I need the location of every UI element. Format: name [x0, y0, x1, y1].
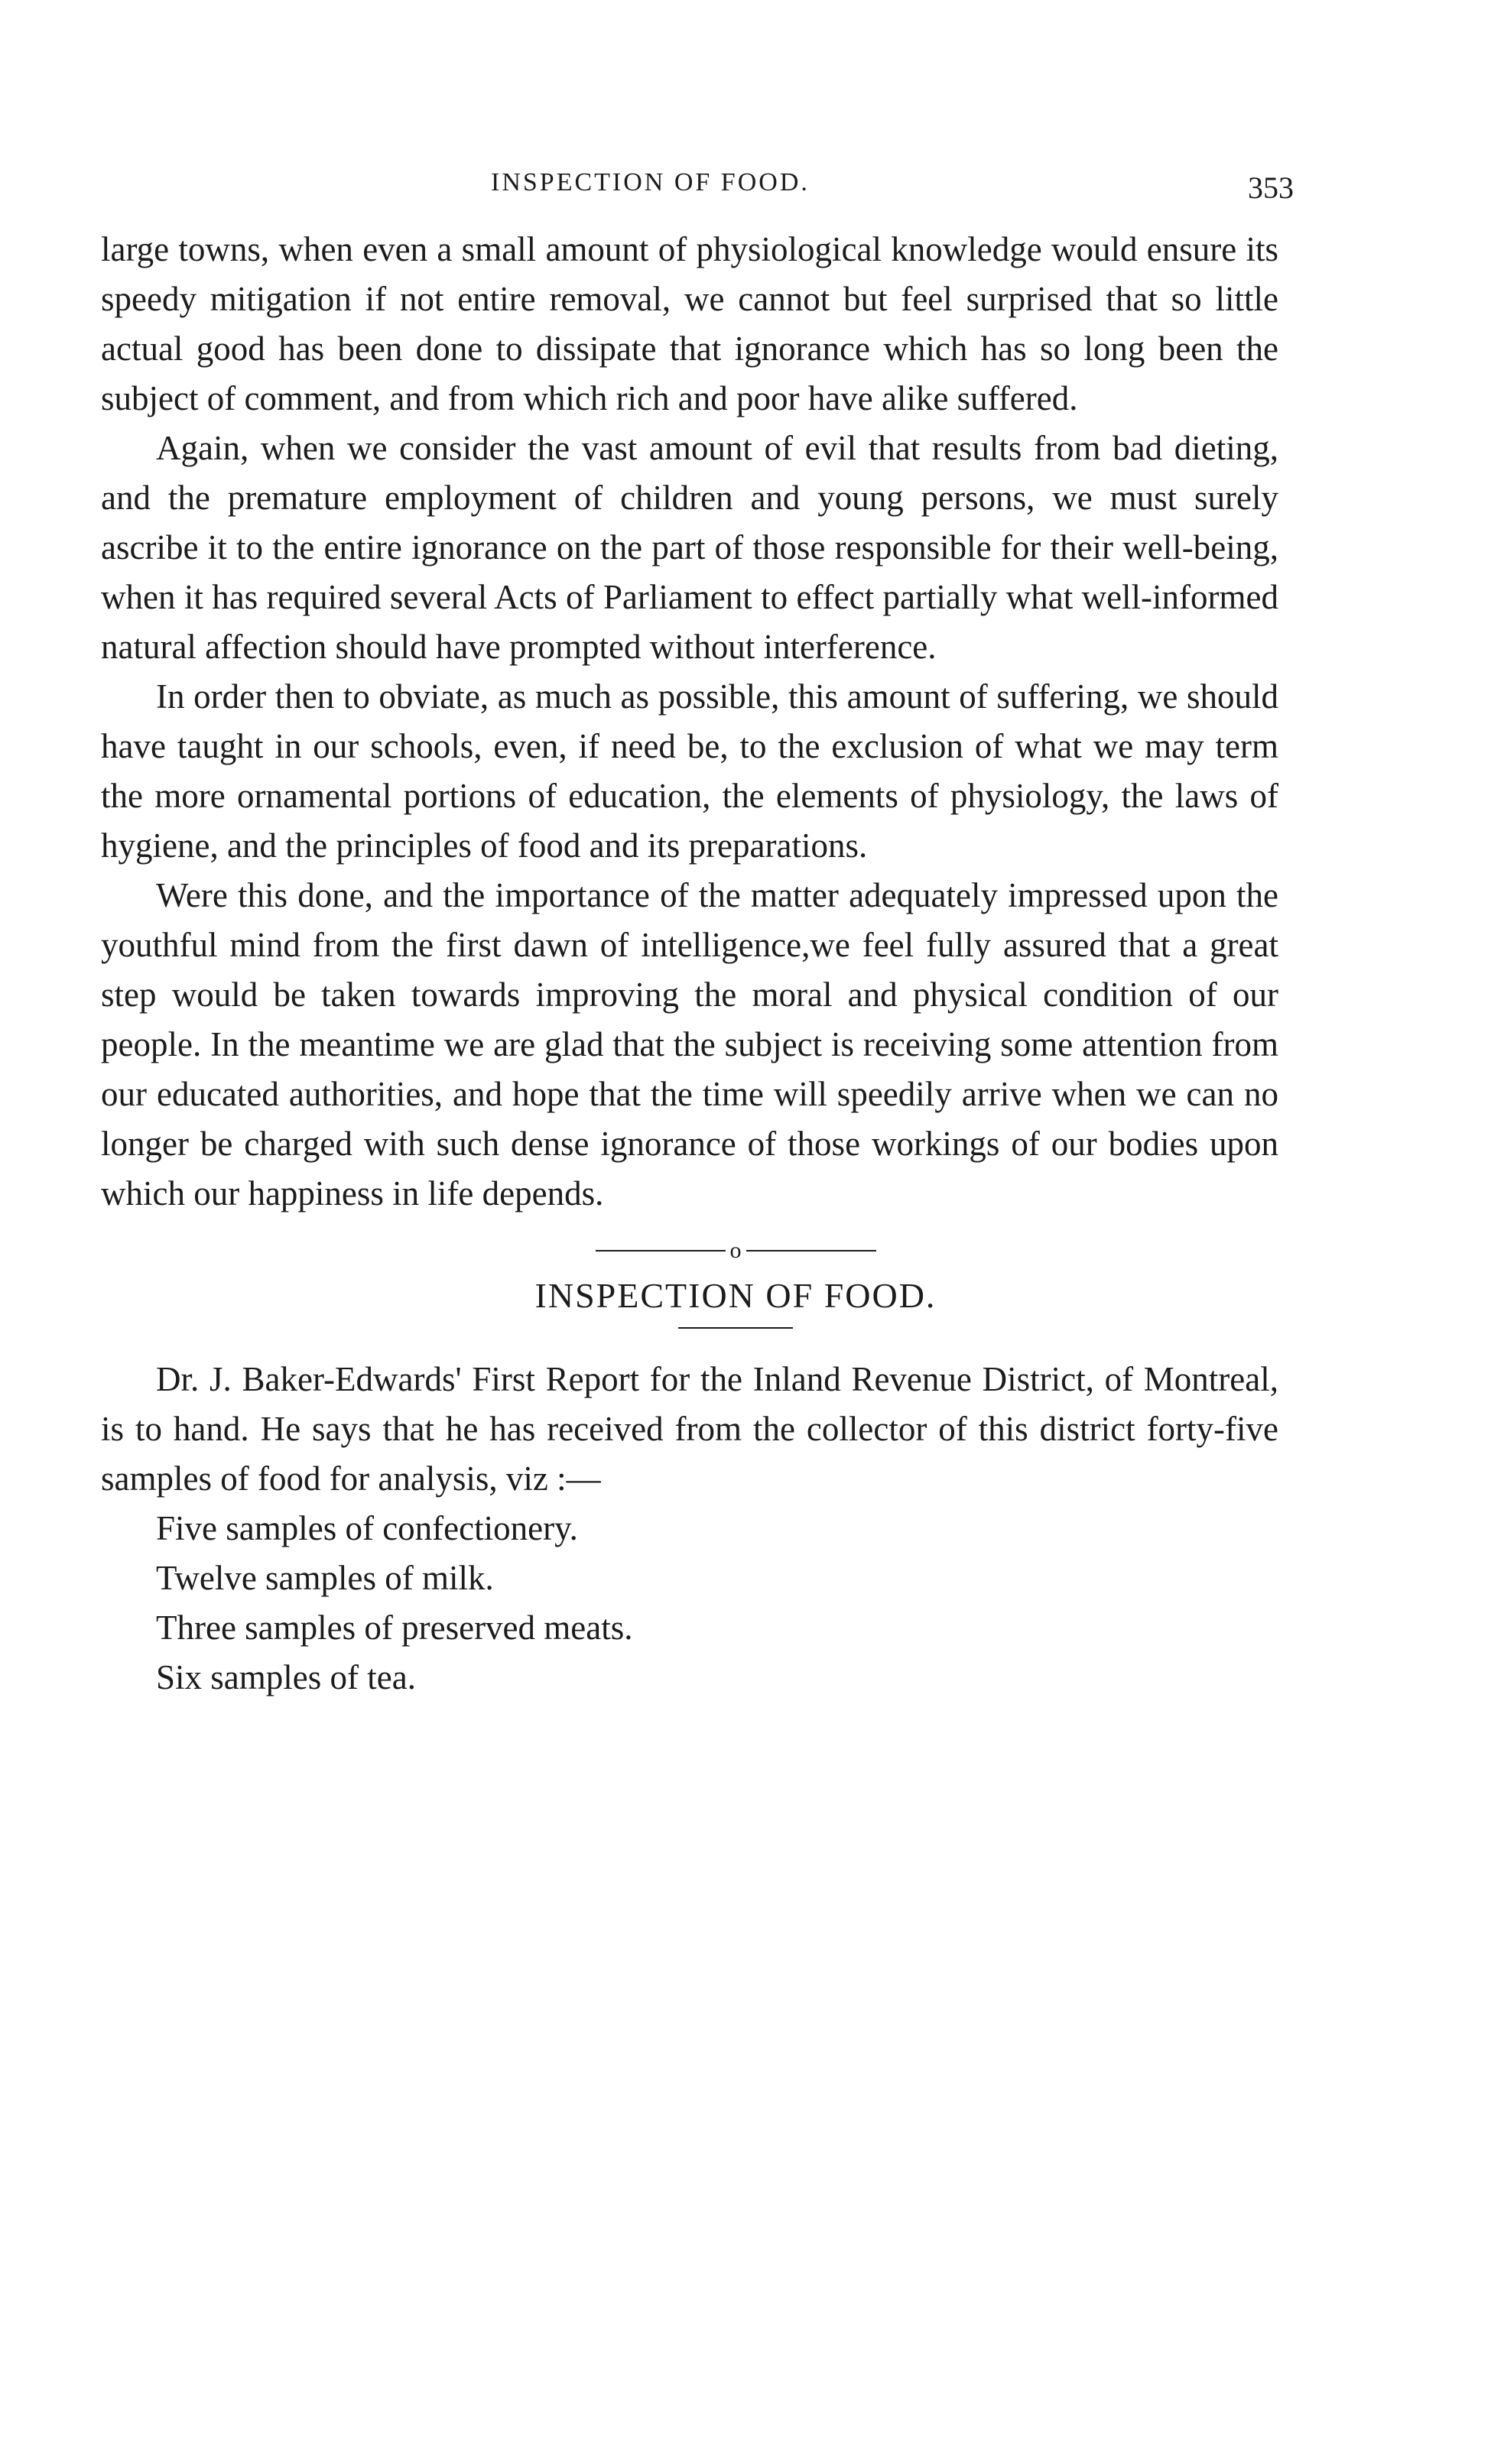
- divider-mark: o: [729, 1238, 742, 1263]
- list-item: Twelve samples of milk.: [156, 1559, 494, 1597]
- divider-rule-left: [596, 1250, 726, 1251]
- page-number: 353: [1248, 170, 1294, 205]
- paragraph: In order then to obviate, as much as possible, this amount of suffering, we should have taught in our schools, even, if need be, to the exclusion of what we may term the more ornamental portions of education, the elements of physiology, the laws of hygiene, and the principles of food and its preparations.: [101, 677, 1278, 865]
- running-title: INSPECTION OF FOOD.: [491, 168, 810, 196]
- section-body: [101, 1355, 1278, 1504]
- heading-underline: [678, 1327, 793, 1329]
- list-item: Six samples of tea.: [156, 1658, 416, 1696]
- paragraph: Again, when we consider the vast amount of evil that results from bad dieting, and the premature employment of children and young persons, we must surely ascribe it to the entire ignorance on the part of those responsible for their well-being, when it has required several Acts of Parliament to effect partially what well-informed natural affection should have prompted without interference.: [101, 429, 1278, 666]
- list-item: Five samples of confectionery.: [156, 1509, 578, 1547]
- section-heading: INSPECTION OF FOOD.: [534, 1276, 937, 1315]
- section-divider: [193, 1235, 1278, 1266]
- divider-rule-right: [746, 1250, 876, 1251]
- sample-list: [101, 1504, 1278, 1703]
- paragraph: Were this done, and the importance of the matter adequately impressed upon the youthful mind from the first dawn of intelligence,we feel fully assured that a great step would be taken towards improving the moral and physical condition of our people. In the meantime we are glad that the subject is receiving some attention from our educated authorities, and hope that the time will speedily arrive when we can no longer be charged with such dense ignorance of those workings of our bodies upon which our happiness in life depends.: [101, 876, 1278, 1213]
- section-intro: Dr. J. Baker-Edwards' First Report for the Inland Revenue District, of Montreal, is to hand. He says that he has received from the collector of this district forty-five samples of food for analysis, viz :—: [101, 1360, 1278, 1498]
- list-item: Three samples of preserved meats.: [156, 1609, 633, 1647]
- paragraph-continuation: large towns, when even a small amount of physiological knowledge would ensure its speedy mitigation if not entire removal, we cannot but feel surprised that so little actual good has been done to dissipate that ignorance which has so long been the subject of comment, and from which rich and poor have alike suffered.: [101, 230, 1278, 417]
- body-text: [101, 225, 1278, 1219]
- book-page: [101, 168, 1294, 1703]
- running-head: [101, 168, 1294, 214]
